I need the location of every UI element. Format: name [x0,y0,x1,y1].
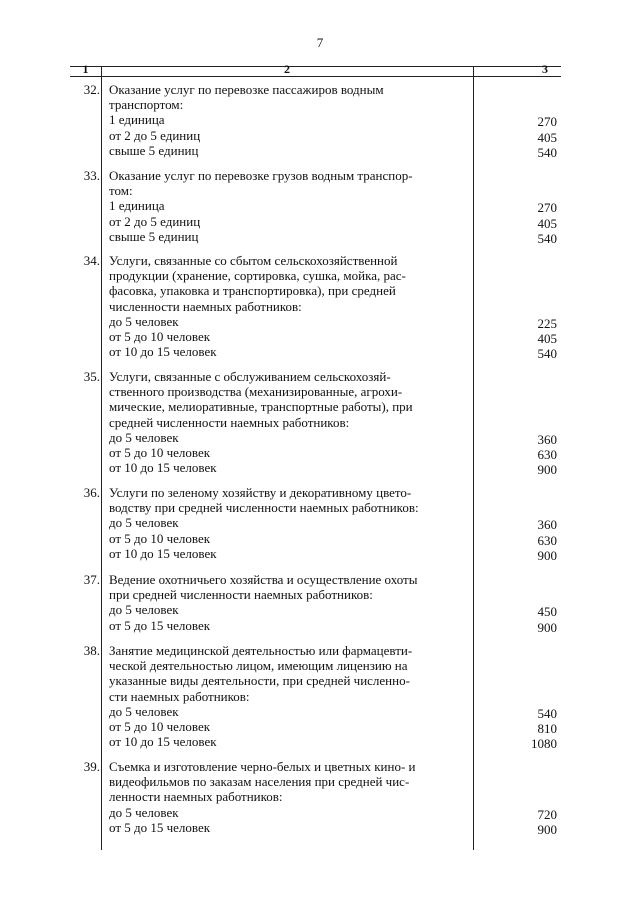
tier-label: от 5 до 10 человек [109,329,211,345]
tier-values [500,604,557,634]
tier-values [500,200,557,246]
tier-values [500,316,557,362]
row-title-line: Услуги по зеленому хозяйству и декоративному цвето- [109,485,412,500]
row-title-line: транспортом: [109,97,184,113]
tier-label: 1 единица [109,198,165,214]
tier-label: до 5 человек [109,703,179,719]
tier-value: 270 [537,200,557,216]
row-number: 36. [83,485,100,500]
tier-label: до 5 человек [109,804,179,820]
row-title-line: Занятие медицинской деятельностью или фармацевти- [109,643,413,658]
row-title-line: фасовка, упаковка и транспортировка), при средней [109,283,396,299]
row-title-line: продукции (хранение, сортировка, сушка, мойка, рас- [109,268,406,284]
row-title-line: мические, мелиоративные, транспортные работы), при [109,399,413,415]
row-number: 32. [83,82,100,97]
tier-label: от 2 до 5 единиц [109,127,201,143]
tier-label: от 5 до 10 человек [109,530,211,546]
tier-value: 360 [537,431,557,447]
row-title-line: численности наемных работников: [109,298,302,314]
row-description [109,759,474,835]
row-description [109,485,474,561]
tier-value: 360 [537,517,557,533]
row-title-line: Услуги, связанные со сбытом сельскохозяйственной [109,253,398,268]
tier-label: до 5 человек [109,313,179,329]
row-number: 37. [83,572,100,587]
row-title-line: ленности наемных работников: [109,789,283,805]
row-title-line: том: [109,183,133,199]
tier-label: от 5 до 15 человек [109,617,211,633]
tier-value: 540 [537,346,557,362]
tier-value: 540 [537,230,557,246]
tier-label: от 10 до 15 человек [109,734,217,750]
tier-label: от 10 до 15 человек [109,545,217,561]
tier-value: 540 [537,144,557,160]
tier-value: 405 [537,129,557,145]
tier-values [500,706,557,752]
tier-label: свыше 5 единиц [109,228,199,244]
row-title-line: видеофильмов по заказам населения при средней чис- [109,774,410,790]
row-title-line: указанные виды деятельности, при средней численно- [109,673,410,689]
tier-value: 1080 [531,736,557,752]
tier-value: 630 [537,532,557,548]
row-description [109,82,474,158]
column-header-2: 2 [284,62,290,76]
row-title-line: Съемка и изготовление черно-белых и цветных кино- и [109,759,416,774]
row-title-line: водству при средней численности наемных работников: [109,500,419,516]
tier-label: до 5 человек [109,515,179,531]
tier-values [500,807,557,837]
tier-label: от 10 до 15 человек [109,460,217,476]
tier-label: от 5 до 10 человек [109,445,211,461]
tier-value: 810 [537,721,557,736]
row-description [109,572,474,633]
row-title-line: ственного производства (механизированные, агрохи- [109,384,403,400]
column-header-1: 1 [82,62,89,76]
tier-label: от 5 до 10 человек [109,719,211,735]
row-description [109,253,474,359]
row-number: 33. [83,168,100,183]
row-number: 35. [83,369,100,384]
row-number: 39. [83,759,100,774]
row-description [109,168,474,244]
row-description [109,643,474,749]
tier-label: от 2 до 5 единиц [109,213,201,229]
row-number: 34. [83,253,100,268]
tier-values [500,432,557,478]
row-title-line: Ведение охотничьего хозяйства и осуществление охоты [109,572,418,587]
tier-value: 450 [537,604,557,620]
row-number: 38. [83,643,100,658]
tier-value: 540 [537,705,557,721]
tier-value: 270 [537,114,557,130]
column-divider-1 [101,66,102,850]
tier-label: 1 единица [109,112,165,128]
row-title-line: Оказание услуг по перевозке грузов водным транспор- [109,168,413,183]
row-title-line: Услуги, связанные с обслуживанием сельскохозяй- [109,369,391,384]
tier-values [500,114,557,160]
tier-value: 225 [537,315,557,331]
tier-label: до 5 человек [109,602,179,618]
column-header-3: 3 [542,62,548,76]
tier-value: 900 [537,547,557,563]
tier-label: от 10 до 15 человек [109,344,217,360]
tier-value: 630 [537,447,557,462]
tier-value: 405 [537,215,557,231]
tier-value: 720 [537,806,557,822]
row-description [109,369,474,475]
tier-value: 900 [537,462,557,478]
row-title-line: сти наемных работников: [109,688,250,704]
row-title-line: средней численности наемных работников: [109,414,350,430]
tier-value: 900 [537,821,557,837]
tier-value: 405 [537,331,557,346]
page-number: 7 [316,35,324,50]
tier-label: свыше 5 единиц [109,142,199,158]
tier-label: до 5 человек [109,429,179,445]
tier-values [500,517,557,563]
tier-label: от 5 до 15 человек [109,819,211,835]
row-title-line: Оказание услуг по перевозке пассажиров водным [109,82,384,97]
row-title-line: при средней численности наемных работников: [109,587,373,603]
tier-value: 900 [537,619,557,635]
row-title-line: ческой деятельностью лицом, имеющим лицензию на [109,658,408,674]
